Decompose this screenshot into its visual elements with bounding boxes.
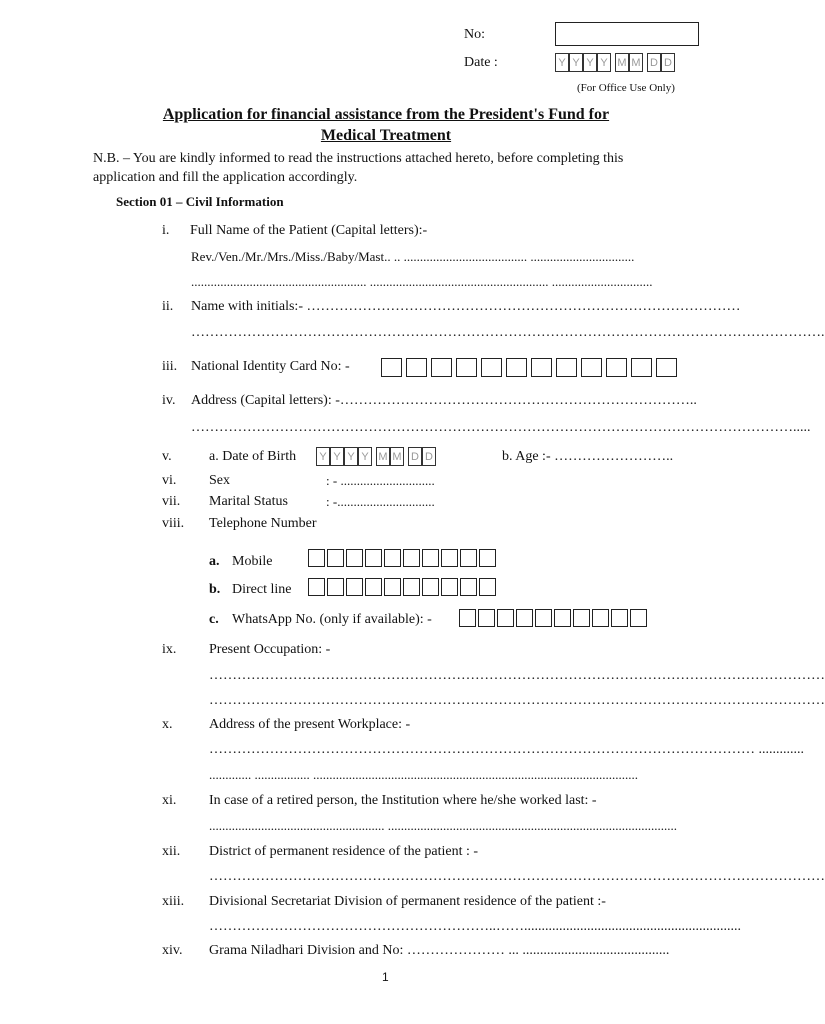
telephone-label: Telephone Number — [209, 516, 317, 531]
divisional-secretariat-label: Divisional Secretariat Division of permanent residence of the patient :- — [209, 894, 606, 909]
office-no-input[interactable] — [555, 22, 699, 46]
workplace-address-line1[interactable]: ……………………………………………………………………………………………………… ............. — [209, 742, 804, 757]
retired-institution-field[interactable]: ...................................................... ......................................................................................... — [209, 818, 677, 833]
form-title-line2: Medical Treatment — [320, 127, 452, 144]
section-title: Section 01 – Civil Information — [116, 194, 284, 209]
address-field[interactable]: Address (Capital letters): -………………………………………………………………….. — [191, 393, 697, 408]
direct-line-label: Direct line — [232, 582, 292, 597]
date-cell: D — [647, 53, 661, 72]
name-with-initials-field[interactable]: Name with initials:- ………………………………………………………………………………… — [191, 299, 741, 314]
nic-label: National Identity Card No: - — [191, 359, 350, 374]
sub-letter: c. — [209, 612, 219, 627]
nb-line2: application and fill the application accordingly. — [93, 170, 358, 185]
district-field[interactable]: …………………………………………………………………………………………………………………… — [209, 869, 825, 884]
nic-input[interactable] — [381, 358, 681, 377]
form-title-line1: Application for financial assistance from the President's Fund for — [162, 106, 610, 123]
full-name-label: Full Name of the Patient (Capital letters):- — [190, 223, 428, 238]
item-number: xi. — [162, 793, 177, 808]
date-cell: Y — [316, 447, 330, 466]
date-cell: M — [390, 447, 404, 466]
divisional-secretariat-field[interactable]: ……………………………………………………..…….............................................................. — [209, 919, 741, 934]
item-number: ii. — [162, 299, 174, 314]
item-number: i. — [162, 223, 170, 238]
date-cell: D — [661, 53, 675, 72]
mobile-label: Mobile — [232, 554, 273, 569]
sex-field[interactable]: : - ............................. — [326, 473, 435, 488]
full-name-field-line2[interactable]: ...................................................... ....................................................... ............................... — [191, 274, 653, 289]
workplace-address-label: Address of the present Workplace: - — [209, 717, 411, 732]
date-cell: Y — [555, 53, 569, 72]
sub-letter: b. — [209, 582, 221, 597]
item-number: vi. — [162, 473, 177, 488]
retired-institution-label: In case of a retired person, the Institution where he/she worked last: - — [209, 793, 597, 808]
date-cell: Y — [597, 53, 611, 72]
item-number: xii. — [162, 844, 181, 859]
whatsapp-label: WhatsApp No. (only if available): - — [232, 612, 432, 627]
grama-niladhari-field[interactable]: Grama Niladhari Division and No: ………………… ... .......................................... — [209, 943, 670, 958]
workplace-address-line2[interactable]: ............. ................. .................................................................................................... — [209, 767, 638, 782]
address-field-line2[interactable]: …………………………………………………………………………………………………………………..... — [191, 420, 811, 435]
mobile-input[interactable] — [308, 549, 498, 567]
occupation-field-line2[interactable]: …………………………………………………………………………………………………………………… — [209, 693, 825, 708]
name-with-initials-line2[interactable]: ………………………………………………………………………………………………………………………. — [191, 325, 825, 340]
occupation-label: Present Occupation: - — [209, 642, 331, 657]
direct-line-input[interactable] — [308, 578, 498, 596]
date-cell: D — [408, 447, 422, 466]
date-cell: Y — [583, 53, 597, 72]
age-field[interactable]: b. Age :- …………………….. — [502, 449, 674, 464]
sub-letter: a. — [209, 554, 220, 569]
date-cell: Y — [330, 447, 344, 466]
item-number: vii. — [162, 494, 181, 509]
date-cell: M — [615, 53, 629, 72]
office-use-note: (For Office Use Only) — [577, 82, 675, 94]
item-number: xiii. — [162, 894, 185, 909]
date-cell: Y — [358, 447, 372, 466]
whatsapp-input[interactable] — [459, 609, 649, 627]
date-cell: M — [376, 447, 390, 466]
item-number: ix. — [162, 642, 177, 657]
nb-line1: N.B. – You are kindly informed to read the instructions attached hereto, before completing this — [93, 151, 624, 166]
item-number: xiv. — [162, 943, 183, 958]
date-cell: Y — [569, 53, 583, 72]
item-number: iv. — [162, 393, 176, 408]
dob-input[interactable] — [316, 447, 436, 466]
marital-status-label: Marital Status — [209, 494, 288, 509]
item-number: viii. — [162, 516, 185, 531]
date-cell: Y — [344, 447, 358, 466]
office-date-label: Date : — [464, 55, 498, 70]
district-label: District of permanent residence of the patient : - — [209, 844, 479, 859]
date-cell: D — [422, 447, 436, 466]
sex-label: Sex — [209, 473, 230, 488]
dob-label: a. Date of Birth — [209, 449, 297, 464]
page-number: 1 — [382, 970, 389, 984]
marital-status-field[interactable]: : -.............................. — [326, 494, 435, 509]
item-number: x. — [162, 717, 173, 732]
item-number: v. — [162, 449, 172, 464]
office-no-label: No: — [464, 27, 485, 42]
full-name-field[interactable]: Rev./Ven./Mr./Mrs./Miss./Baby/Mast.. .. ...................................... ................................ — [191, 249, 635, 264]
occupation-field-line1[interactable]: …………………………………………………………………………………………………………………… — [209, 668, 825, 683]
item-number: iii. — [162, 359, 178, 374]
date-cell: M — [629, 53, 643, 72]
office-date-input[interactable] — [555, 53, 675, 72]
